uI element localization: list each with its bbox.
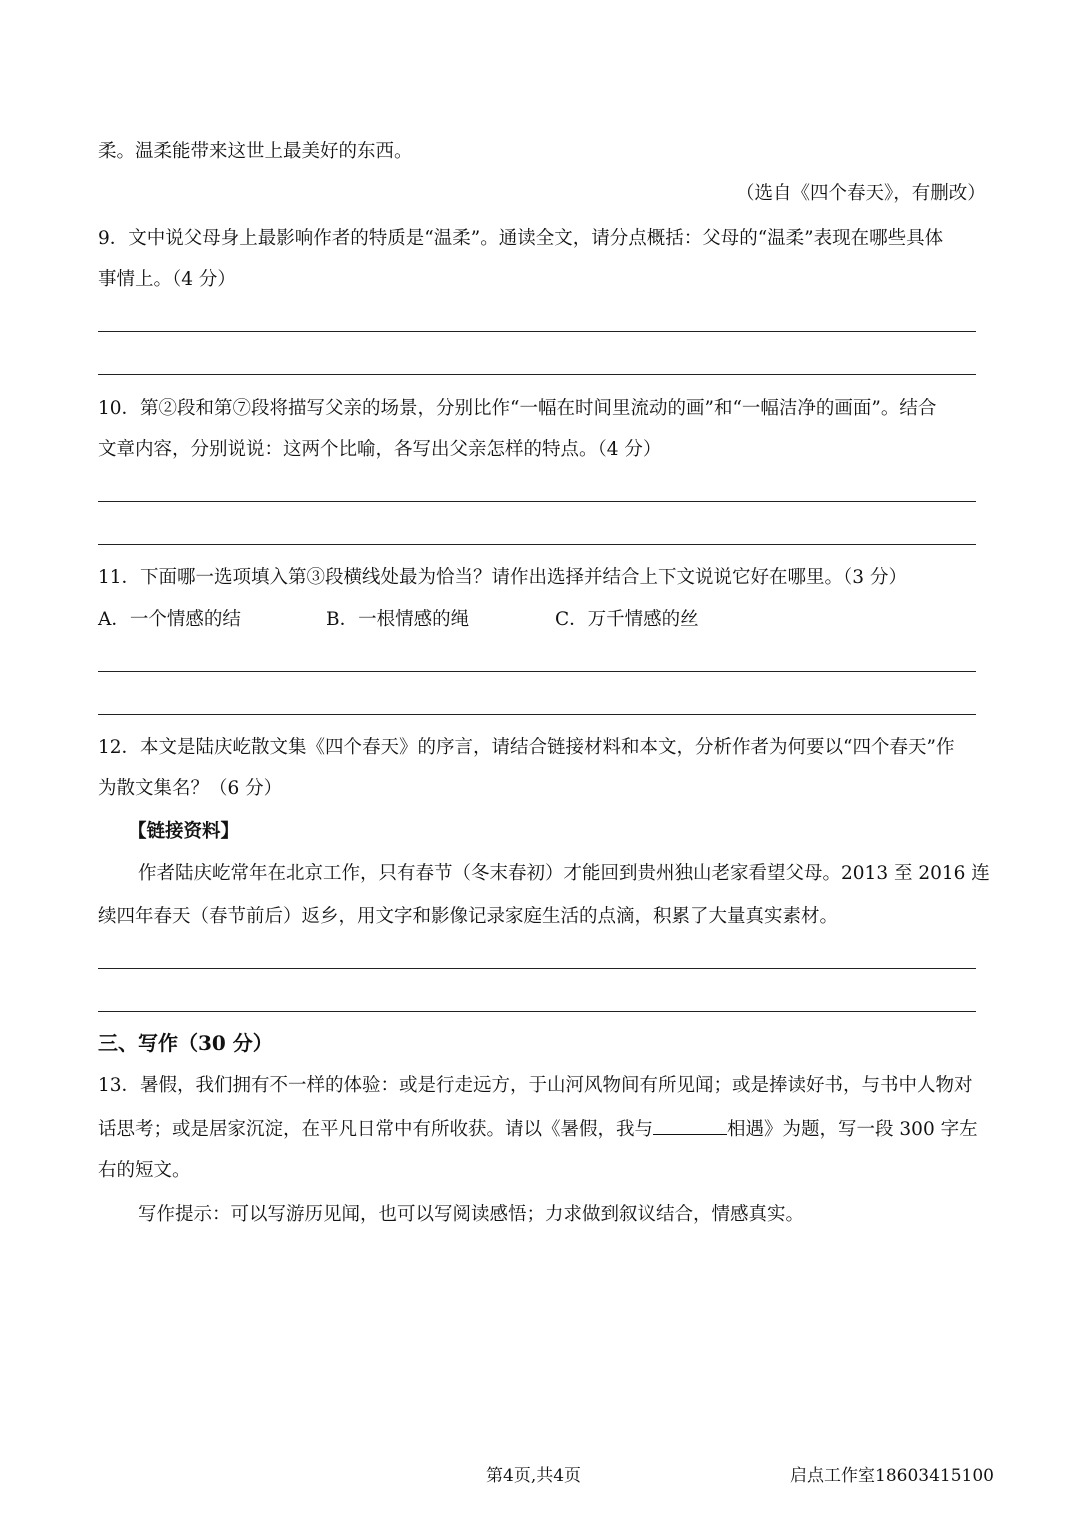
passage-source: （选自《四个春天》，有删改） <box>736 183 986 204</box>
option-b: B．一根情感的绳 <box>326 609 470 630</box>
answer-line[interactable] <box>98 331 976 332</box>
answer-line[interactable] <box>98 671 976 672</box>
question-13-line-1: 13．暑假，我们拥有不一样的体验：或是行走远方，于山河风物间有所见闻；或是捧读好书，与书中人物对 <box>98 1075 973 1096</box>
link-material-line-2: 续四年春天（春节前后）返乡，用文字和影像记录家庭生活的点滴，积累了大量真实素材。 <box>98 906 839 927</box>
question-13-line-2-prefix: 话思考；或是居家沉淀，在平凡日常中有所收获。请以《暑假，我与 <box>98 1119 654 1140</box>
question-12-line-2: 为散文集名？（6 分） <box>98 778 283 799</box>
question-10-line-2: 文章内容，分别说说：这两个比喻，各写出父亲怎样的特点。（4 分） <box>98 439 662 460</box>
option-c: C．万千情感的丝 <box>555 609 699 630</box>
passage-closing-line: 柔。温柔能带来这世上最美好的东西。 <box>98 141 413 162</box>
answer-line[interactable] <box>98 374 976 375</box>
question-9-line-2: 事情上。（4 分） <box>98 269 236 290</box>
question-13-line-2-suffix: 相遇》为题，写一段 300 字左 <box>727 1119 978 1140</box>
question-13-line-2 <box>98 1116 978 1142</box>
question-13-line-3: 右的短文。 <box>98 1160 191 1181</box>
question-9-line-1: 9．文中说父母身上最影响作者的特质是“温柔”。通读全文，请分点概括：父母的“温柔”表现在哪些具体 <box>98 228 944 249</box>
question-10-line-1: 10．第②段和第⑦段将描写父亲的场景，分别比作“一幅在时间里流动的画”和“一幅洁净的画面”。结合 <box>98 398 937 419</box>
answer-line[interactable] <box>98 1011 976 1012</box>
studio-contact: 启点工作室18603415100 <box>790 1466 994 1486</box>
section-3-title: 三、写作（30 分） <box>98 1031 273 1055</box>
question-12-line-1: 12．本文是陆庆屹散文集《四个春天》的序言，请结合链接材料和本文，分析作者为何要以“四个春天”作 <box>98 737 955 758</box>
answer-line[interactable] <box>98 544 976 545</box>
answer-line[interactable] <box>98 968 976 969</box>
answer-line[interactable] <box>98 714 976 715</box>
link-material-line-1: 作者陆庆屹常年在北京工作，只有春节（冬末春初）才能回到贵州独山老家看望父母。2013 至 2016 连 <box>138 863 990 884</box>
title-blank[interactable] <box>653 1116 727 1135</box>
option-a: A．一个情感的结 <box>98 609 241 630</box>
answer-line[interactable] <box>98 501 976 502</box>
question-11-line-1: 11．下面哪一选项填入第③段横线处最为恰当？请作出选择并结合上下文说说它好在哪里。（3 分） <box>98 567 907 588</box>
writing-tip: 写作提示：可以写游历见闻，也可以写阅读感悟；力求做到叙议结合，情感真实。 <box>138 1204 805 1225</box>
page-number: 第4页,共4页 <box>486 1466 582 1486</box>
link-material-title: 【链接资料】 <box>128 821 240 842</box>
